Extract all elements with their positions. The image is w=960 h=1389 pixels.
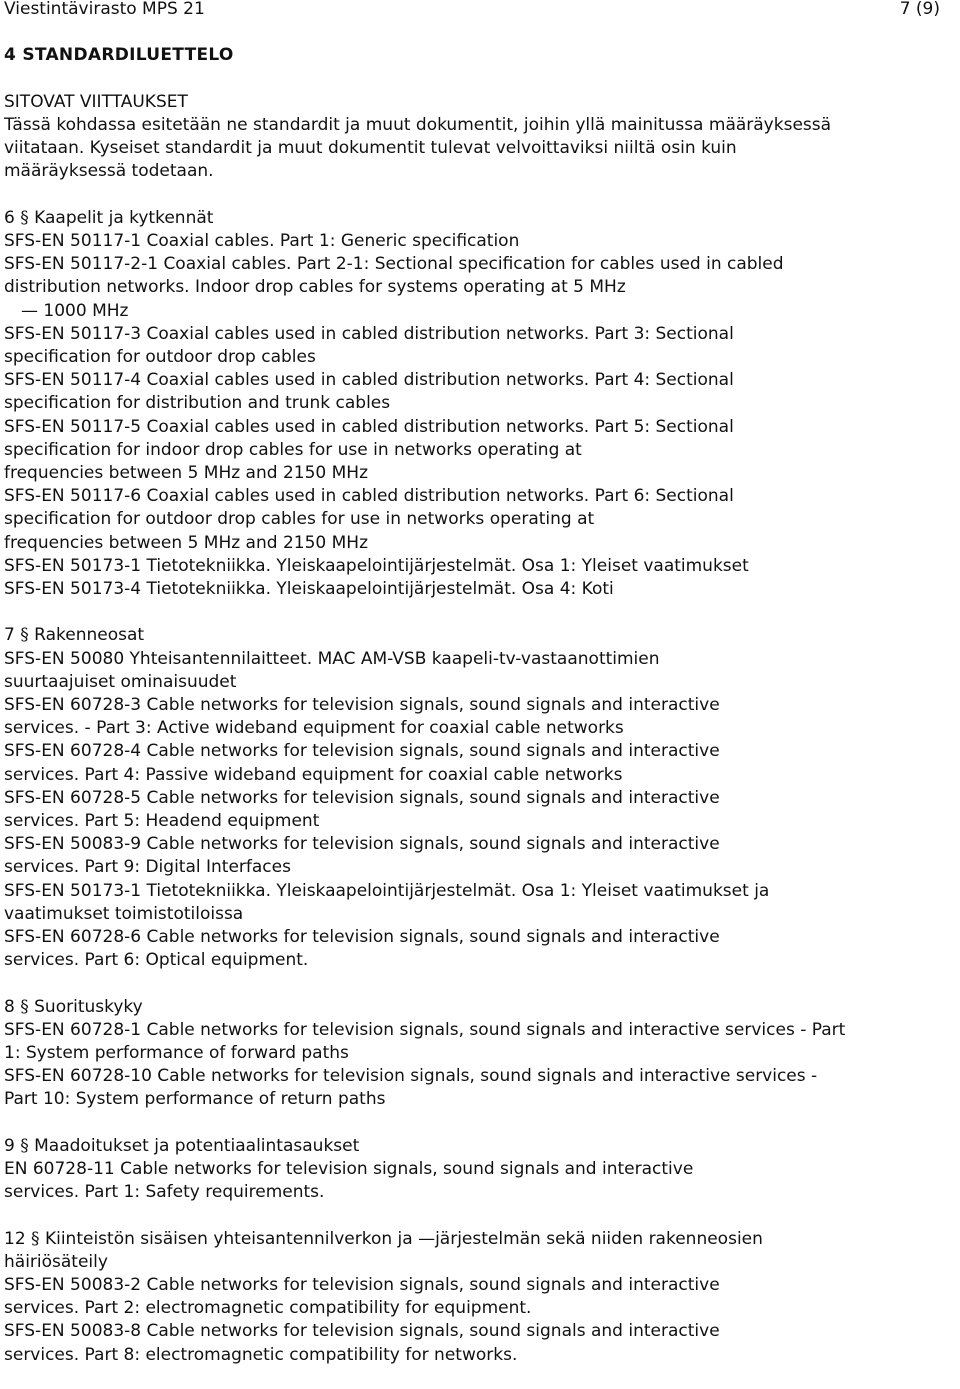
standard-line: specification for indoor drop cables for use in networks operating at: [4, 439, 582, 460]
standard-line: frequencies between 5 MHz and 2150 MHz: [4, 532, 368, 553]
section-heading: [4, 1228, 956, 1251]
standard-line: services. Part 4: Passive wideband equipment for coaxial cable networks: [4, 764, 623, 785]
standard-line: SFS-EN 60728-4 Cable networks for television signals, sound signals and interactive: [4, 741, 720, 762]
standard-line: SFS-EN 50173-1 Tietotekniikka. Yleiskaapelointijärjestelmät. Osa 1: Yleiset vaatimukset: [4, 555, 749, 576]
standard-line: SFS-EN 50173-1 Tietotekniikka. Yleiskaapelointijärjestelmät. Osa 1: Yleiset vaatimukset ja: [4, 880, 770, 901]
standard-line: services. Part 9: Digital Interfaces: [4, 857, 291, 878]
standard-line: services. Part 5: Headend equipment: [4, 811, 320, 832]
section-number: 6: [4, 207, 15, 228]
standards-list: [4, 184, 956, 1367]
standard-line: SFS-EN 60728-10 Cable networks for television signals, sound signals and interactive services -: [4, 1066, 818, 1087]
standard-line: Part 10: System performance of return paths: [4, 1089, 386, 1110]
section-block: [4, 996, 956, 1112]
chapter-title: 4 STANDARDILUETTELO: [4, 45, 234, 66]
section-symbol: §: [20, 625, 29, 646]
standard-line: SFS-EN 50083-2 Cable networks for television signals, sound signals and interactive: [4, 1275, 720, 1296]
section-block: [4, 1228, 956, 1367]
standard-line: specification for distribution and trunk cables: [4, 393, 391, 414]
section-heading: [4, 207, 956, 230]
standard-line: services. Part 2: electromagnetic compatibility for equipment.: [4, 1298, 532, 1319]
section-title: Kiinteistön sisäisen yhteisantennilverkon ja —järjestelmän sekä niiden rakenneosien: [44, 1228, 763, 1249]
standard-line: services. Part 6: Optical equipment.: [4, 950, 309, 971]
standard-line: vaatimukset toimistotiloissa: [4, 903, 244, 924]
section-title: Suorituskyky: [34, 996, 143, 1017]
standard-line: SFS-EN 50080 Yhteisantennilaitteet. MAC AM-VSB kaapeli-tv-vastaanottimien: [4, 648, 660, 669]
standard-line: EN 60728-11 Cable networks for television signals, sound signals and interactive: [4, 1159, 694, 1180]
page-number: 7 (9): [899, 0, 940, 19]
standard-line: SFS-EN 50083-9 Cable networks for television signals, sound signals and interactive: [4, 834, 720, 855]
standard-line: häiriösäteily: [4, 1251, 108, 1272]
standard-line: SFS-EN 60728-6 Cable networks for television signals, sound signals and interactive: [4, 927, 720, 948]
intro-paragraph: [4, 114, 956, 184]
standard-line: services. Part 8: electromagnetic compatibility for networks.: [4, 1344, 518, 1365]
standard-line: SFS-EN 50117-5 Coaxial cables used in cabled distribution networks. Part 5: Sectional: [4, 416, 734, 437]
standard-line: suurtaajuiset ominaisuudet: [4, 671, 237, 692]
standard-line: — 1000 MHz: [21, 300, 129, 321]
section-number: 8: [4, 996, 15, 1017]
section-heading: [4, 1135, 956, 1158]
intro-line: Tässä kohdassa esitetään ne standardit ja muut dokumentit, joihin yllä mainitussa määräyksessä: [4, 114, 832, 135]
page-header: [4, 0, 956, 21]
intro-line: määräyksessä todetaan.: [4, 161, 214, 182]
standard-line: SFS-EN 50117-6 Coaxial cables used in cabled distribution networks. Part 6: Sectional: [4, 486, 734, 507]
header-agency: Viestintävirasto MPS 21: [4, 0, 205, 19]
standard-line: SFS-EN 60728-1 Cable networks for television signals, sound signals and interactive services - Part: [4, 1019, 846, 1040]
section-block: [4, 207, 956, 601]
standard-line: specification for outdoor drop cables for use in networks operating at: [4, 509, 595, 530]
section-block: [4, 624, 956, 972]
standard-line: SFS-EN 60728-3 Cable networks for television signals, sound signals and interactive: [4, 695, 720, 716]
standard-line: SFS-EN 50117-1 Coaxial cables. Part 1: Generic specification: [4, 230, 520, 251]
standard-line: SFS-EN 60728-5 Cable networks for television signals, sound signals and interactive: [4, 787, 720, 808]
section-title: Kaapelit ja kytkennät: [34, 207, 214, 228]
standard-line: distribution networks. Indoor drop cables for systems operating at 5 MHz: [4, 277, 626, 298]
section-title: Maadoitukset ja potentiaalintasaukset: [34, 1135, 360, 1156]
section-heading: [4, 624, 956, 647]
standard-line: SFS-EN 50117-3 Coaxial cables used in cabled distribution networks. Part 3: Sectional: [4, 323, 734, 344]
standard-line: specification for outdoor drop cables: [4, 346, 316, 367]
section-number: 7: [4, 625, 15, 646]
standard-line: 1: System performance of forward paths: [4, 1043, 349, 1064]
section-block: [4, 1135, 956, 1205]
section-heading: [4, 996, 956, 1019]
standard-line: SFS-EN 50117-4 Coaxial cables used in cabled distribution networks. Part 4: Sectional: [4, 370, 734, 391]
intro-line: viitataan. Kyseiset standardit ja muut dokumentit tulevat velvoittaviksi niiltä osin kuin: [4, 138, 737, 159]
section-title: Rakenneosat: [34, 625, 145, 646]
subheading: SITOVAT VIITTAUKSET: [4, 91, 188, 112]
section-number: 12: [4, 1228, 26, 1249]
standard-line: services. - Part 3: Active wideband equipment for coaxial cable networks: [4, 718, 624, 739]
standard-line: services. Part 1: Safety requirements.: [4, 1182, 325, 1203]
section-symbol: §: [31, 1228, 40, 1249]
section-symbol: §: [20, 996, 29, 1017]
standard-line: SFS-EN 50083-8 Cable networks for television signals, sound signals and interactive: [4, 1321, 720, 1342]
standard-line: SFS-EN 50117-2-1 Coaxial cables. Part 2-1: Sectional specification for cables used in cabled: [4, 254, 784, 275]
section-symbol: §: [20, 1135, 29, 1156]
document-page: [4, 0, 956, 1367]
standard-line: frequencies between 5 MHz and 2150 MHz: [4, 463, 368, 483]
standard-line: SFS-EN 50173-4 Tietotekniikka. Yleiskaapelointijärjestelmät. Osa 4: Koti: [4, 579, 614, 600]
section-symbol: §: [20, 207, 29, 228]
section-number: 9: [4, 1135, 15, 1156]
